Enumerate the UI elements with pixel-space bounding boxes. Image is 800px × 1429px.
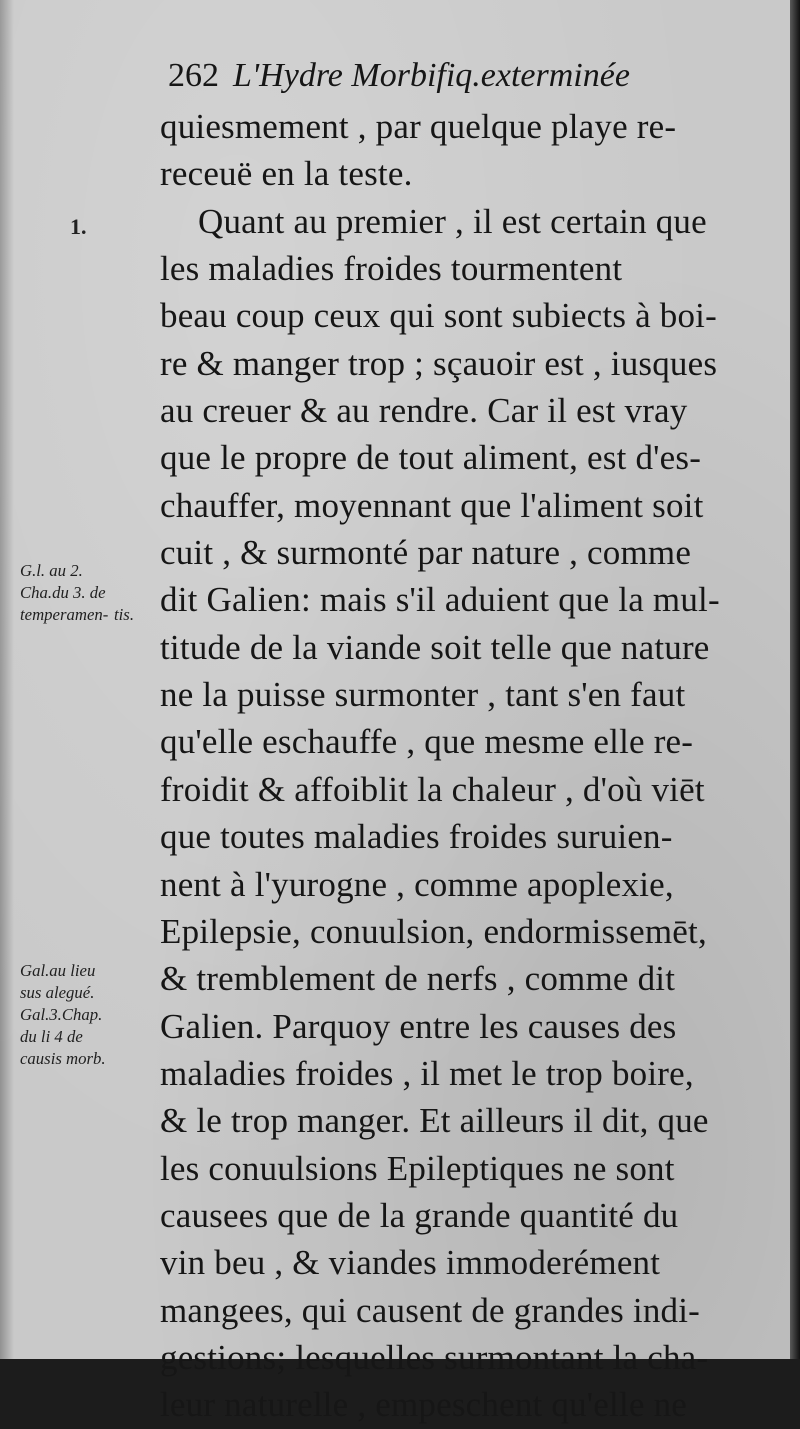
margin-note-line: causis morb. — [20, 1049, 106, 1068]
margin-note-line: sus alegué. — [20, 983, 95, 1002]
body-text — [160, 103, 760, 1429]
text-line: ne la puisse surmonter , tant s'en faut — [160, 675, 686, 715]
text-line: nent à l'yurogne , comme apoplexie, — [160, 864, 674, 904]
margin-note-line: tis. — [113, 605, 134, 624]
text-line: chauffer, moyennant que l'aliment soit — [160, 485, 704, 525]
page-edge-shadow — [790, 0, 800, 1359]
margin-note-line: G.l. au 2. — [20, 561, 83, 580]
text-line: dit Galien: mais s'il aduient que la mul- — [160, 580, 720, 620]
text-line: les maladies froides tourmentent — [160, 249, 623, 289]
margin-note-2 — [20, 960, 156, 1070]
margin-note-line: Gal.au lieu — [20, 961, 96, 980]
text-line: leur naturelle , empeschent qu'elle ne — [160, 1385, 688, 1425]
text-line: que le propre de tout aliment, est d'es- — [160, 438, 702, 478]
text-line: que toutes maladies froides suruien- — [160, 817, 673, 857]
margin-note-line: Cha.du 3. de — [20, 583, 106, 602]
text-line: & le trop manger. Et ailleurs il dit, que — [160, 1101, 709, 1141]
running-title: L'Hydre Morbifiq.exterminée — [233, 57, 630, 94]
text-line: qu'elle eschauffe , que mesme elle re- — [160, 722, 694, 762]
page-number: 262 — [168, 57, 219, 94]
text-line: causees que de la grande quantité du — [160, 1195, 679, 1235]
text-line: beau coup ceux qui sont subiects à boi- — [160, 296, 717, 336]
text-line: quiesmement , par quelque playe re- — [160, 107, 677, 146]
text-line: Epilepsie, conuulsion, endormissemēt, — [160, 911, 707, 951]
margin-note-line: du li 4 de — [20, 1027, 83, 1046]
text-line: titude de la viande soit telle que nature — [160, 627, 710, 667]
text-line: maladies froides , il met le trop boire, — [160, 1053, 694, 1093]
text-line: re & manger trop ; sçauoir est , iusques — [160, 343, 718, 383]
text-line: mangees, qui causent de grandes indi- — [160, 1290, 701, 1330]
text-line: cuit , & surmonté par nature , comme — [160, 533, 692, 573]
margin-note-line: Gal.3.Chap. — [20, 1005, 103, 1024]
text-line: Quant au premier , il est certain que — [198, 201, 707, 241]
running-header — [168, 52, 768, 100]
margin-note-line: temperamen- — [20, 605, 109, 624]
text-line: froidit & affoiblit la chaleur , d'où viēt — [160, 769, 705, 809]
margin-mark: 1. — [70, 214, 87, 239]
text-line: vin beu , & viandes immoderément — [160, 1243, 661, 1283]
margin-note-1 — [20, 560, 156, 626]
text-line: au creuer & au rendre. Car il est vray — [160, 391, 688, 431]
text-line: Galien. Parquoy entre les causes des — [160, 1006, 677, 1046]
text-line: gestions; lesquelles surmontant la cha- — [160, 1337, 709, 1377]
text-line: les conuulsions Epileptiques ne sont — [160, 1148, 675, 1188]
text-line: & tremblement de nerfs , comme dit — [160, 959, 676, 999]
text-line: receuë en la teste. — [160, 154, 413, 194]
